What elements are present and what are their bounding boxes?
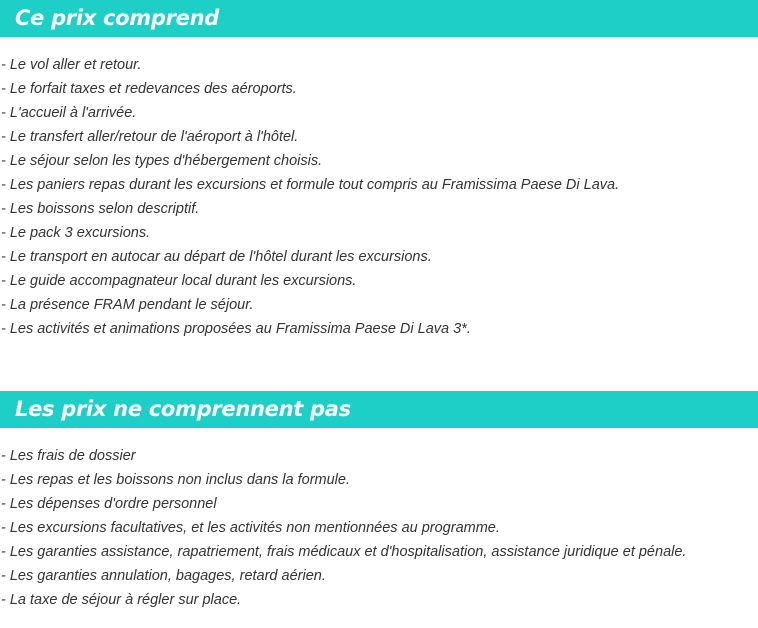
excluded-item: - Les garanties annulation, bagages, retard aérien. (1, 568, 326, 584)
included-item: - Les paniers repas durant les excursions et formule tout compris au Framissima Paese Di Lava. (1, 177, 620, 193)
excluded-header-banner (0, 391, 758, 428)
included-list (0, 55, 758, 343)
excluded-list (0, 446, 758, 614)
included-item: - L'accueil à l'arrivée. (1, 105, 137, 121)
excluded-title: Les prix ne comprennent pas (15, 397, 351, 421)
included-item: - Le forfait taxes et redevances des aéroports. (1, 81, 297, 97)
excluded-item: - Les dépenses d'ordre personnel (1, 496, 217, 512)
included-item: - Le guide accompagnateur local durant les excursions. (1, 273, 357, 289)
included-item: - Le transfert aller/retour de l'aéroport à l'hôtel. (1, 129, 299, 145)
included-item: - Le séjour selon les types d'hébergement choisis. (1, 153, 323, 169)
included-title: Ce prix comprend (15, 6, 219, 30)
included-item: - La présence FRAM pendant le séjour. (1, 297, 254, 313)
excluded-section (0, 391, 758, 614)
included-item: - Les activités et animations proposées au Framissima Paese Di Lava 3*. (1, 321, 471, 337)
included-item: - Le transport en autocar au départ de l'hôtel durant les excursions. (1, 249, 432, 265)
included-header-banner (0, 0, 758, 37)
included-item: - Les boissons selon descriptif. (1, 201, 200, 217)
excluded-item: - La taxe de séjour à régler sur place. (1, 592, 242, 608)
excluded-item: - Les garanties assistance, rapatriement, frais médicaux et d'hospitalisation, assistance juridique et pénale. (1, 544, 687, 560)
excluded-item: - Les frais de dossier (1, 448, 136, 464)
included-item: - Le vol aller et retour. (1, 57, 142, 73)
excluded-item: - Les excursions facultatives, et les activités non mentionnées au programme. (1, 520, 500, 536)
excluded-item: - Les repas et les boissons non inclus dans la formule. (1, 472, 350, 488)
included-item: - Le pack 3 excursions. (1, 225, 151, 241)
